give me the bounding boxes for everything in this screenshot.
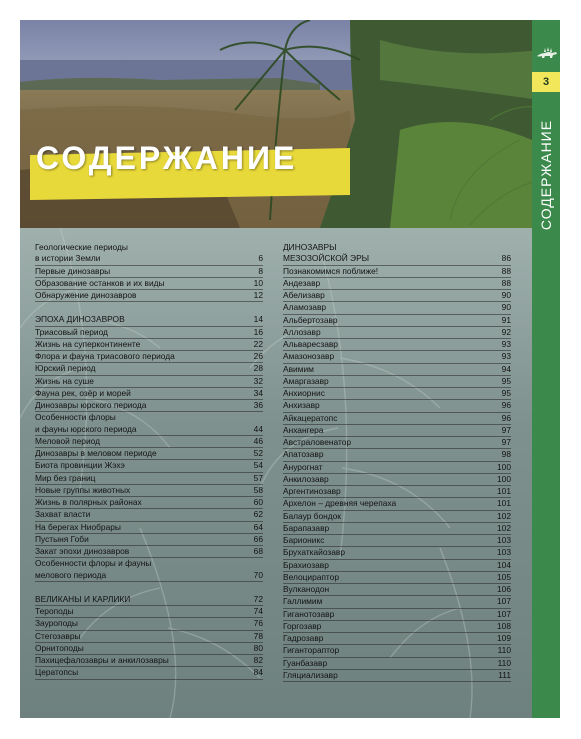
toc-entry (283, 413, 511, 425)
toc-entry-title: Авимим (283, 363, 314, 374)
toc-leader (324, 535, 497, 546)
toc-entry-title: Первые динозавры (35, 265, 111, 276)
toc-entry (35, 655, 263, 667)
toc-leader (78, 667, 254, 678)
toc-entry-title: Стегозавры (35, 630, 81, 641)
toc-entry-page: 74 (253, 606, 263, 616)
toc-entry-page: 90 (501, 302, 511, 313)
toc-entry-title: Гляциализавр (283, 669, 338, 680)
toc-leader (130, 594, 253, 605)
toc-leader (329, 560, 497, 571)
toc-entry-page: 16 (253, 326, 263, 337)
toc-entry (35, 485, 263, 497)
toc-entry-title: Барионикс (283, 535, 325, 545)
toc-entry (283, 339, 511, 351)
toc-leader (320, 278, 501, 289)
toc-entry-page: 57 (253, 472, 263, 483)
toc-leader (106, 570, 253, 581)
toc-leader (329, 474, 497, 485)
toc-entry-page: 10 (253, 277, 263, 288)
toc-entry-page: 100 (497, 461, 511, 472)
toc-leader (396, 498, 497, 509)
toc-entry-page: 32 (253, 375, 263, 386)
toc-leader (108, 327, 254, 338)
toc-leader (324, 449, 502, 460)
toc-entry (283, 609, 511, 621)
toc-entry-title: Аргентинозавр (283, 486, 341, 496)
toc-entry (35, 606, 263, 618)
toc-entry (35, 266, 263, 278)
toc-entry (35, 643, 263, 655)
toc-entry-title: Архелон – древняя черепаха (283, 498, 397, 509)
toc-entry-page: 8 (258, 265, 263, 276)
toc-entry (35, 509, 263, 521)
toc-entry-page: 91 (501, 314, 511, 325)
toc-leader (142, 497, 254, 508)
toc-entry (283, 572, 511, 584)
toc-entry-title: Амазонозавр (283, 351, 335, 362)
toc-entry (283, 633, 511, 645)
toc-entry-page: 80 (253, 642, 263, 653)
toc-entry-page: 108 (497, 620, 511, 631)
toc-leader (84, 643, 254, 654)
toc-entry-title: Горгозавр (283, 620, 322, 631)
toc-leader (323, 425, 501, 436)
page-number: 3 (532, 72, 560, 92)
toc-entry-page: 88 (501, 277, 511, 288)
toc-leader (110, 266, 258, 277)
toc-entry-page: 98 (501, 449, 511, 460)
toc-entry (283, 560, 511, 572)
toc-entry-page: 70 (253, 569, 263, 580)
toc-entry-page: 58 (253, 484, 263, 495)
toc-entry (35, 376, 263, 388)
toc-entry-title: Мир без границ (35, 472, 96, 483)
toc-entry (35, 497, 263, 509)
toc-entry-page: 97 (501, 424, 511, 435)
toc-entry-page: 102 (497, 522, 511, 533)
toc-leader (327, 658, 498, 669)
toc-entry-page: 34 (253, 387, 263, 398)
toc-entry-page: 12 (253, 290, 263, 300)
toc-leader (369, 253, 502, 264)
toc-entry-page: 104 (497, 559, 511, 570)
toc-entry-title: Динозавры в меловом периоде (35, 448, 157, 458)
toc-entry-title: Юрский период (35, 363, 96, 374)
toc-entry (35, 290, 263, 302)
toc-entry-title: Барапазавр (283, 522, 330, 533)
toc-entry (35, 253, 263, 265)
toc-entry-page: 46 (253, 435, 263, 446)
toc-leader (323, 633, 497, 644)
toc-entry-page: 72 (253, 593, 263, 604)
toc-leader (146, 400, 253, 411)
toc-entry-title: Биота провинции Жэхэ (35, 460, 125, 471)
toc-entry-title: Меловой период (35, 435, 100, 446)
toc-entry-title: Апатозавр (283, 449, 324, 460)
toc-leader (121, 522, 254, 533)
toc-entry (283, 621, 511, 633)
toc-entry (283, 302, 511, 314)
toc-entry-page: 68 (253, 546, 263, 556)
toc-entry-page: 105 (497, 571, 511, 582)
toc-leader (95, 473, 253, 484)
toc-entry-title: Анхангера (283, 424, 324, 435)
toc-leader (74, 606, 254, 617)
toc-entry-page: 101 (497, 498, 511, 509)
toc-leader (96, 363, 254, 374)
toc-leader (130, 485, 254, 496)
toc-entry (283, 327, 511, 339)
toc-entry-page: 66 (253, 533, 263, 544)
toc-entry-page: 78 (253, 630, 263, 641)
toc-entry-title: Обнаружение динозавров (35, 290, 137, 300)
toc-entry (35, 546, 263, 558)
toc-entry-page: 110 (497, 645, 511, 656)
toc-entry-page: 93 (501, 339, 511, 349)
toc-leader (334, 609, 497, 620)
toc-entry-page: 96 (501, 412, 511, 423)
toc-entry-title: МЕЗОЗОЙСКОЙ ЭРЫ (283, 253, 370, 264)
toc-entry-title: Брахиозавр (283, 559, 329, 570)
toc-entry-page: 82 (253, 655, 263, 665)
toc-leader (337, 413, 501, 424)
toc-column-left (35, 242, 263, 680)
toc-entry-title: Тероподы (35, 606, 74, 616)
toc-leader (175, 351, 254, 362)
toc-leader (100, 253, 258, 264)
toc-leader (338, 339, 502, 350)
toc-entry-title: Велоцираптор (283, 571, 339, 582)
side-rail-label (534, 110, 558, 240)
toc-entry-title: Амаргазавр (283, 375, 329, 386)
toc-entry-page: 44 (253, 423, 263, 434)
toc-entry-title: Балаур бондок (283, 510, 341, 521)
toc-entry (283, 645, 511, 657)
toc-entry-title: Пустыня Гоби (35, 533, 89, 544)
toc-entry-page: 54 (253, 460, 263, 471)
toc-leader (140, 339, 253, 350)
toc-entry (283, 474, 511, 486)
toc-leader (314, 364, 502, 375)
toc-leader (94, 376, 254, 387)
toc-entry (35, 424, 263, 436)
toc-entry (35, 339, 263, 351)
toc-entry-title: Закат эпохи динозавров (35, 546, 130, 556)
toc-entry (283, 388, 511, 400)
toc-entry-title: Орнитоподы (35, 642, 84, 653)
toc-entry (283, 253, 511, 265)
toc-leader (329, 376, 502, 387)
toc-leader (137, 424, 254, 435)
toc-leader (339, 645, 497, 656)
toc-entry-page: 103 (497, 535, 511, 545)
toc-entry-page: 107 (497, 608, 511, 619)
toc-entry-title: Особенности флоры и фауны (35, 558, 152, 569)
toc-entry-page: 100 (497, 473, 511, 484)
toc-entry-title: Захват власти (35, 509, 91, 520)
toc-entry (283, 523, 511, 535)
toc-entry-page: 22 (253, 338, 263, 349)
stegosaurus-icon (536, 44, 558, 60)
toc-entry-page: 94 (501, 363, 511, 374)
toc-entry-title: Гигантораптор (283, 645, 340, 656)
toc-entry-title: Познакомимся поближе! (283, 265, 379, 276)
page-title: СОДЕРЖАНИЕ (36, 140, 298, 176)
toc-leader (329, 523, 497, 534)
toc-entry-page: 111 (498, 669, 511, 680)
toc-leader (341, 486, 497, 497)
toc-entry (283, 351, 511, 363)
toc-entry-page: 84 (253, 667, 263, 678)
toc-entry-title: Новые группы животных (35, 484, 131, 495)
toc-entry-page: 107 (497, 596, 511, 607)
toc-entry (35, 667, 263, 679)
toc-entry-title: в истории Земли (35, 253, 101, 264)
toc-leader (334, 351, 502, 362)
toc-entry (283, 547, 511, 559)
toc-entry (35, 522, 263, 534)
toc-leader (89, 534, 254, 545)
toc-entry (283, 584, 511, 596)
toc-entry-page: 52 (253, 448, 263, 458)
toc-entry-title: Триасовый период (35, 326, 108, 337)
toc-leader (325, 388, 502, 399)
toc-entry (35, 460, 263, 472)
toc-leader (157, 448, 254, 459)
toc-leader (378, 266, 502, 277)
toc-entry (35, 400, 263, 412)
toc-entry-page: 28 (253, 363, 263, 374)
toc-leader (351, 437, 502, 448)
side-rail-text: СОДЕРЖАНИЕ (538, 119, 554, 231)
book-page (20, 20, 560, 718)
toc-entry-title: Анхиорнис (283, 388, 325, 398)
toc-leader (338, 315, 502, 326)
toc-leader (322, 596, 497, 607)
toc-entry (283, 315, 511, 327)
toc-entry-title: Вулканодон (283, 584, 330, 594)
toc-leader (339, 572, 497, 583)
toc-entry-title: Аллозавр (283, 326, 321, 337)
toc-panel (20, 228, 532, 718)
toc-entry-title: ЭПОХА ДИНОЗАВРОВ (35, 314, 125, 325)
toc-entry-page: 103 (497, 547, 511, 558)
toc-entry (35, 278, 263, 290)
toc-column-right (283, 242, 511, 682)
toc-entry (283, 449, 511, 461)
toc-entry-title: Гадрозавр (283, 633, 324, 643)
toc-entry (35, 534, 263, 546)
toc-entry (283, 462, 511, 474)
toc-entry (35, 448, 263, 460)
toc-entry-page: 14 (253, 314, 263, 325)
toc-leader (78, 618, 254, 629)
toc-leader (116, 412, 263, 423)
toc-entry (283, 425, 511, 437)
toc-entry-page: 102 (497, 510, 511, 521)
toc-entry-title: Жизнь на суперконтиненте (35, 338, 141, 349)
toc-entry (35, 412, 263, 423)
toc-entry-title: Айкацератопс (283, 412, 338, 423)
toc-entry (35, 388, 263, 400)
toc-entry-title: Австраловенатор (283, 437, 352, 447)
toc-entry-page: 76 (253, 618, 263, 629)
toc-entry (283, 658, 511, 670)
toc-leader (81, 631, 254, 642)
toc-list-right (283, 242, 511, 682)
hero-illustration (20, 20, 560, 231)
toc-entry (283, 266, 511, 278)
toc-entry-title: мелового периода (35, 569, 107, 580)
toc-entry (35, 618, 263, 630)
toc-entry-page: 60 (253, 497, 263, 507)
toc-entry (35, 558, 263, 569)
toc-entry-page: 93 (501, 351, 511, 362)
toc-entry-title: Абелизавр (283, 290, 325, 300)
toc-leader (341, 511, 497, 522)
toc-entry-title: ДИНОЗАВРЫ (283, 242, 337, 252)
toc-leader (90, 509, 253, 520)
toc-entry (35, 570, 263, 582)
toc-entry (35, 363, 263, 375)
toc-entry-title: Жизнь в полярных районах (35, 497, 142, 507)
toc-entry (283, 486, 511, 498)
toc-entry (283, 498, 511, 510)
toc-entry (283, 596, 511, 608)
toc-entry (283, 376, 511, 388)
toc-entry (283, 290, 511, 302)
toc-entry-title: На берегах Ниобрары (35, 521, 121, 532)
toc-entry-title: Образование останков и их виды (35, 277, 165, 288)
toc-entry-page: 110 (497, 657, 511, 668)
toc-entry-title: Анурогнат (283, 461, 323, 472)
toc-entry (35, 594, 263, 606)
toc-entry-page: 106 (497, 584, 511, 594)
toc-entry-title: Галлимим (283, 596, 323, 607)
toc-entry-title: Гуанбазавр (283, 657, 328, 668)
toc-entry (283, 437, 511, 449)
toc-entry-title: ВЕЛИКАНЫ И КАРЛИКИ (35, 593, 131, 604)
toc-leader (323, 462, 497, 473)
toc-entry-title: Анкилозавр (283, 473, 329, 484)
toc-entry-page: 36 (253, 400, 263, 410)
toc-entry-page: 62 (253, 509, 263, 520)
toc-leader (169, 655, 254, 666)
toc-entry-title: Альваресзавр (283, 339, 338, 349)
toc-leader (165, 278, 254, 289)
toc-leader (128, 242, 263, 253)
toc-entry (35, 473, 263, 485)
toc-entry-page: 26 (253, 351, 263, 361)
toc-entry (283, 511, 511, 523)
toc-entry-page: 86 (501, 253, 511, 264)
toc-entry-title: Зауроподы (35, 618, 78, 629)
toc-entry-title: и фауны юрского периода (35, 423, 137, 434)
toc-entry-page: 92 (501, 326, 511, 337)
toc-leader (326, 302, 502, 313)
toc-leader (329, 584, 497, 595)
toc-leader (345, 547, 497, 558)
toc-entry-title: Флора и фауна триасового периода (35, 351, 175, 361)
toc-leader (320, 400, 502, 411)
toc-entry-title: Жизнь на суше (35, 375, 94, 386)
toc-entry-title: Анхизавр (283, 400, 320, 411)
toc-entry-title: Брухаткайозавр (283, 547, 346, 558)
toc-leader (325, 290, 502, 301)
toc-entry-page: 96 (501, 400, 511, 411)
toc-leader (136, 290, 253, 301)
toc-entry-title: Гиганотозавр (283, 608, 335, 619)
toc-entry-title: Андезавр (283, 277, 321, 288)
toc-leader (321, 327, 502, 338)
toc-entry (283, 242, 511, 253)
toc-leader (129, 546, 253, 557)
toc-entry-title: Геологические периоды (35, 242, 128, 252)
toc-leader (125, 460, 254, 471)
toc-leader (321, 621, 497, 632)
toc-entry (35, 351, 263, 363)
toc-entry (35, 631, 263, 643)
toc-entry-page: 97 (501, 437, 511, 447)
toc-entry-title: Аламозавр (283, 302, 327, 313)
toc-entry (35, 327, 263, 339)
toc-leader (151, 558, 263, 569)
toc-entry-page: 88 (501, 265, 511, 276)
toc-entry (283, 364, 511, 376)
toc-entry (283, 670, 511, 682)
toc-entry (283, 400, 511, 412)
toc-entry (35, 436, 263, 448)
toc-entry (283, 535, 511, 547)
toc-leader (125, 314, 254, 325)
toc-entry-page: 6 (258, 253, 263, 264)
toc-leader (337, 242, 512, 253)
toc-entry-page: 64 (253, 521, 263, 532)
toc-entry-title: Динозавры юрского периода (35, 400, 147, 410)
toc-entry-title: Альбертозавр (283, 314, 338, 325)
toc-entry-page: 95 (501, 388, 511, 398)
toc-entry-page: 90 (501, 290, 511, 300)
toc-entry-title: Особенности флоры (35, 412, 116, 423)
toc-list-left (35, 242, 263, 680)
toc-entry-page: 95 (501, 375, 511, 386)
toc-entry-page: 109 (497, 633, 511, 643)
toc-entry (35, 314, 263, 326)
toc-entry-title: Цератопсы (35, 667, 79, 678)
toc-leader (131, 388, 254, 399)
toc-entry (283, 278, 511, 290)
toc-entry (35, 242, 263, 253)
toc-leader (338, 670, 498, 681)
toc-entry-title: Пахицефалозавры и анкилозавры (35, 655, 169, 665)
toc-entry-title: Фауна рек, озёр и морей (35, 387, 131, 398)
toc-leader (100, 436, 254, 447)
toc-entry-page: 101 (497, 486, 511, 496)
